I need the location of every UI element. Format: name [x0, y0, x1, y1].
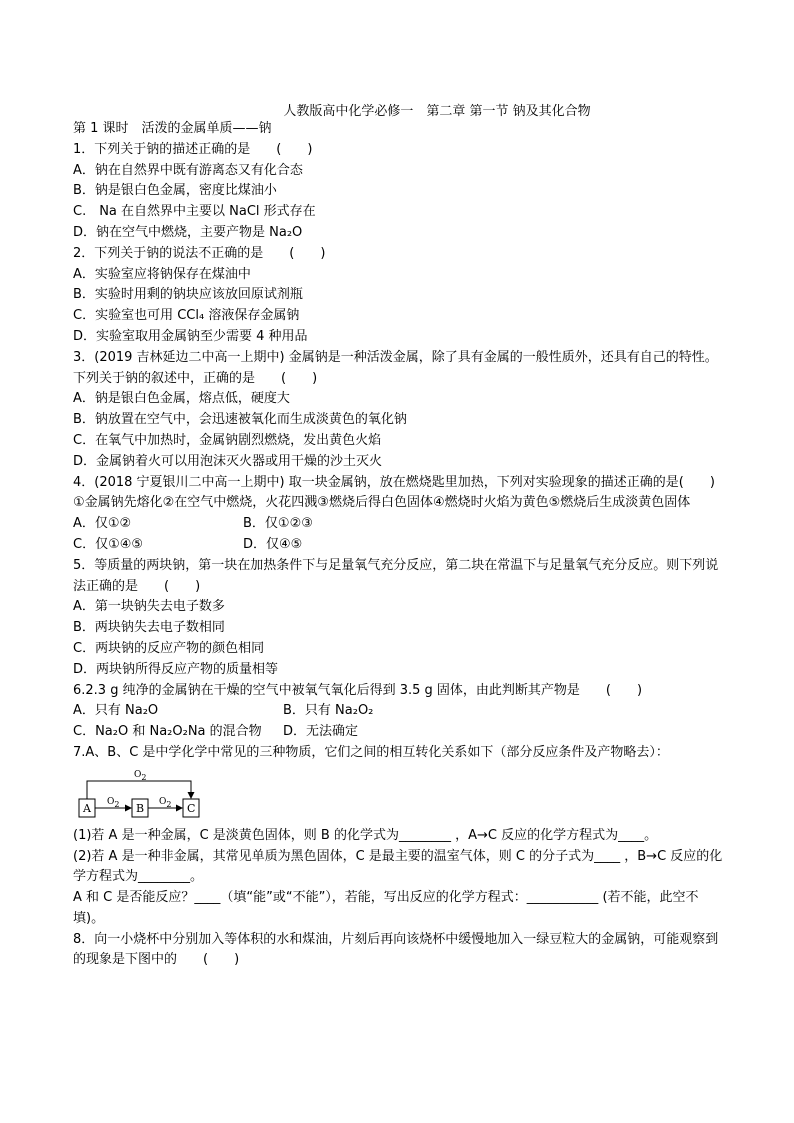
question-stem: 1．下列关于钠的描述正确的是 ( )	[73, 141, 313, 157]
question-stem: 7.A、B、C 是中学化学中常见的三种物质，它们之间的相互转化关系如下（部分反应条件及产物略去）：	[73, 744, 669, 760]
option-a: A．仅①②	[73, 516, 132, 532]
option-a: A．只有 Na₂O	[73, 703, 159, 719]
question-stem: 6.2.3 g 纯净的金属钠在干燥的空气中被氧气氧化后得到 3.5 g 固体，由此判断其产物是 ( )	[73, 682, 643, 698]
options-row-2	[73, 722, 723, 743]
question-stem: 2．下列关于钠的说法不正确的是 ( )	[73, 245, 326, 261]
question-4	[73, 473, 723, 556]
label-b: B	[136, 801, 145, 815]
option-d: D．实验室取用金属钠至少需要 4 种用品	[73, 328, 308, 344]
page-title: 人教版高中化学必修一 第二章 第一节 钠及其化合物	[283, 104, 591, 119]
question-6	[73, 681, 723, 743]
question-stem: 8．向一小烧杯中分别加入等体积的水和煤油，片刻后再向该烧杯中缓慢地加入一绿豆粒大的金属钠，可能观察到的现象是下图中的 ( )	[73, 931, 719, 968]
option-b: B．两块钠失去电子数相同	[73, 620, 225, 636]
option-b: B．仅①②③	[243, 516, 313, 532]
o2-label-ab: O2	[107, 796, 120, 809]
question-stem: 4．(2018 宁夏银川二中高一上期中) 取一块金属钠，放在燃烧匙里加热，下列对实验现象的描述正确的是( )	[73, 474, 715, 490]
option-a: A．第一块钠失去电子数多	[73, 599, 225, 615]
label-a: A	[83, 801, 91, 815]
lesson-heading: 第 1 课时 活泼的金属单质——钠	[73, 121, 272, 136]
options-row-1	[73, 514, 723, 535]
conversion-diagram-svg	[77, 766, 217, 822]
question-part-2: (2)若 A 是一种非金属，其常见单质为黑色固体，C 是最主要的温室气体，则 C 的分子式为____ ，B→C 反应的化学方程式为________。	[73, 848, 723, 885]
conversion-diagram	[77, 766, 217, 822]
option-d: D．钠在空气中燃烧，主要产物是 Na₂O	[73, 224, 303, 240]
o2-label-ac: O2	[134, 769, 147, 782]
arrow-a-to-c	[87, 781, 191, 799]
option-c: C．Na₂O 和 Na₂O₂Na 的混合物	[73, 724, 262, 740]
option-a: A．钠是银白色金属，熔点低，硬度大	[73, 391, 290, 407]
label-c: C	[187, 801, 196, 815]
question-3	[73, 348, 723, 473]
option-a: A．实验室应将钠保存在煤油中	[73, 266, 251, 282]
question-stem: 5．等质量的两块钠，第一块在加热条件下与足量氧气充分反应，第二块在常温下与足量氧气充分反应。则下列说法正确的是 ( )	[73, 557, 719, 594]
option-c: C．实验室也可用 CCl₄ 溶液保存金属钠	[73, 308, 300, 324]
question-8	[73, 930, 723, 972]
question-part-3: A 和 C 是否能反应？____（填“能”或“不能”），若能，写出反应的化学方程式：___________ (若不能，此空不填)。	[73, 890, 699, 926]
option-d: D．两块钠所得反应产物的质量相等	[73, 661, 279, 677]
option-b: B．钠放置在空气中，会迅速被氧化而生成淡黄色的氧化钠	[73, 412, 407, 428]
option-c: C. Na 在自然界中主要以 NaCl 形式存在	[73, 204, 316, 220]
question-5	[73, 556, 723, 681]
o2-label-bc: O2	[159, 796, 172, 809]
option-b: B．只有 Na₂O₂	[283, 703, 374, 719]
option-d: D．金属钠着火可以用泡沫灭火器或用干燥的沙土灭火	[73, 453, 383, 469]
option-d: D．无法确定	[283, 724, 359, 740]
option-c: C．仅①④⑤	[73, 536, 144, 552]
question-items: ①金属钠先熔化②在空气中燃烧，火花四溅③燃烧后得白色固体④燃烧时火焰为黄色⑤燃烧后生成淡黄色固体	[73, 495, 691, 511]
question-7	[73, 743, 723, 930]
option-b: B．钠是银白色金属，密度比煤油小	[73, 183, 277, 199]
options-row-1	[73, 701, 723, 722]
question-1	[73, 140, 723, 244]
worksheet-body	[73, 119, 723, 971]
option-c: C．在氧气中加热时，金属钠剧烈燃烧，发出黄色火焰	[73, 432, 382, 448]
option-b: B．实验时用剩的钠块应该放回原试剂瓶	[73, 287, 303, 303]
options-row-2	[73, 535, 723, 556]
option-c: C．两块钠的反应产物的颜色相同	[73, 640, 265, 656]
option-d: D．仅④⑤	[243, 536, 303, 552]
question-stem: 3．(2019 吉林延边二中高一上期中) 金属钠是一种活泼金属，除了具有金属的一般性质外，还具有自己的特性。下列关于钠的叙述中，正确的是 ( )	[73, 349, 718, 386]
question-part-1: (1)若 A 是一种金属，C 是淡黄色固体，则 B 的化学式为________ ，A→C 反应的化学方程式为____。	[73, 827, 658, 843]
question-2	[73, 244, 723, 348]
option-a: A．钠在自然界中既有游离态又有化合态	[73, 162, 303, 178]
